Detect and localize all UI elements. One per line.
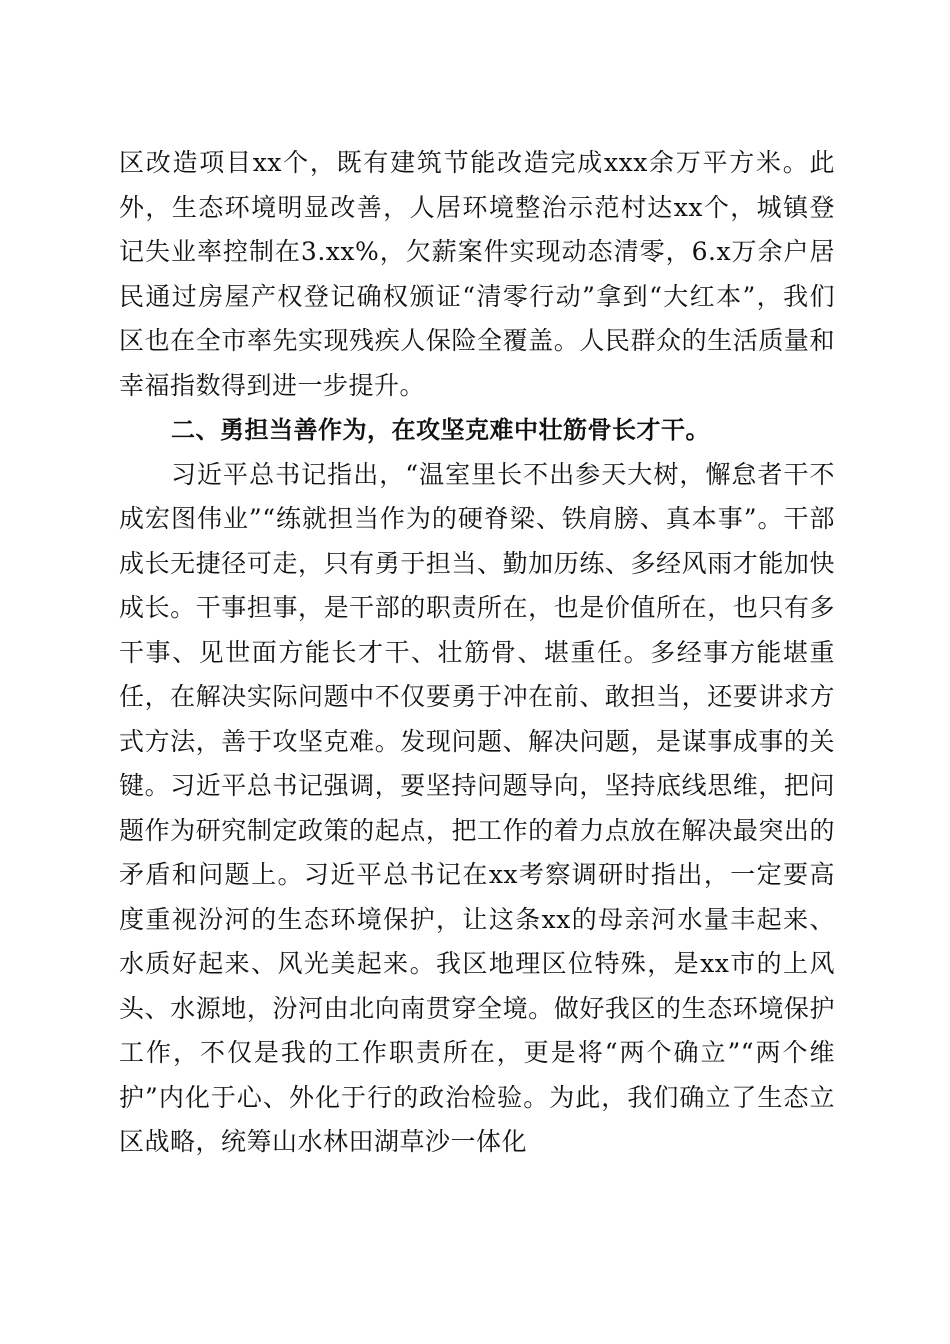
paragraph-body: 习近平总书记指出，“温室里长不出参天大树，懈怠者干不成宏图伟业”“练就担当作为的硬脊梁、铁肩膀、真本事”。干部成长无捷径可走，只有勇于担当、勤加历练、多经风雨才能加快成长。干事担事，是干部的职责所在，也是价值所在，也只有多干事、见世面方能长才干、壮筋骨、堪重任。多经事方能堪重任，在解决实际问题中不仅要勇于冲在前、敢担当，还要讲求方式方法，善于攻坚克难。发现问题、解决问题，是谋事成事的关键。习近平总书记强调，要坚持问题导向，坚持底线思维，把问题作为研究制定政策的起点，把工作的着力点放在解决最突出的矛盾和问题上。习近平总书记在xx考察调研时指出，一定要高度重视汾河的生态环境保护，让这条xx的母亲河水量丰起来、水质好起来、风光美起来。我区地理区位特殊，是xx市的上风头、水源地，汾河由北向南贯穿全境。做好我区的生态环境保护工作，不仅是我的工作职责所在，更是将“两个确立”“两个维护”内化于心、外化于行的政治检验。为此，我们确立了生态立区战略，统筹山水林田湖草沙一体化 (119, 459, 835, 1156)
section-heading: 二、勇担当善作为，在攻坚克难中壮筋骨长才干。 (171, 416, 710, 444)
paragraph-continuation: 区改造项目xx个，既有建筑节能改造完成xxx余万平方米。此外，生态环境明显改善，人居环境整治示范村达xx个，城镇登记失业率控制在3.xx%，欠薪案件实现动态清零，6.x万余户居民通过房屋产权登记确权颁证“清零行动”拿到“大红本”，我们区也在全市率先实现残疾人保险全覆盖。人民群众的生活质量和幸福指数得到进一步提升。 (119, 148, 835, 400)
document-body (119, 141, 835, 1165)
